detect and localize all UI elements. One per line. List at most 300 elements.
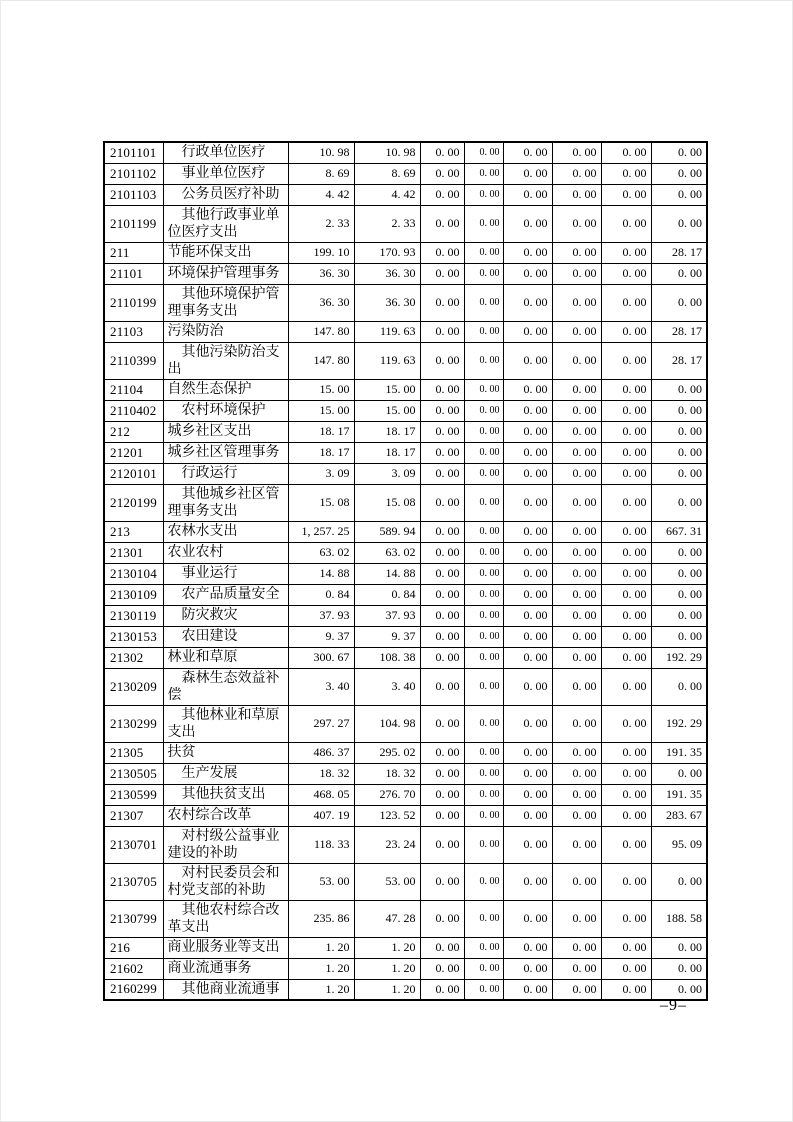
- code-cell: 2120101: [104, 463, 163, 484]
- budget-table-body: [104, 142, 707, 1000]
- amount-cell: 0. 00: [464, 442, 503, 463]
- amount-cell: 0. 00: [503, 242, 552, 263]
- amount-cell: 37. 93: [288, 605, 354, 626]
- amount-cell: 0. 00: [552, 626, 601, 647]
- table-row: [104, 937, 707, 958]
- amount-cell: 0. 00: [552, 421, 601, 442]
- amount-cell: 0. 00: [464, 863, 503, 900]
- item-name-cell: 行政单位医疗: [163, 142, 288, 163]
- code-cell: 2130104: [104, 563, 163, 584]
- amount-cell: 0. 00: [420, 826, 464, 863]
- amount-cell: 589. 94: [354, 521, 420, 542]
- amount-cell: 0. 00: [552, 442, 601, 463]
- amount-cell: 36. 30: [354, 263, 420, 284]
- item-name-cell: 农村环境保护: [163, 400, 288, 421]
- table-row: [104, 742, 707, 763]
- amount-cell: 0. 00: [464, 584, 503, 605]
- amount-cell: 53. 00: [354, 863, 420, 900]
- table-row: [104, 463, 707, 484]
- amount-cell: 0. 00: [420, 442, 464, 463]
- amount-cell: 0. 00: [464, 763, 503, 784]
- amount-cell: 0. 00: [503, 142, 552, 163]
- code-cell: 2101199: [104, 205, 163, 242]
- amount-cell: 0. 00: [503, 321, 552, 342]
- item-name-cell: 事业运行: [163, 563, 288, 584]
- table-row: [104, 605, 707, 626]
- item-name-cell: 事业单位医疗: [163, 163, 288, 184]
- item-name-cell: 扶贫: [163, 742, 288, 763]
- amount-cell: 0. 00: [552, 142, 601, 163]
- amount-cell: 28. 17: [651, 342, 707, 379]
- amount-cell: 0. 00: [651, 484, 707, 521]
- amount-cell: 407. 19: [288, 805, 354, 826]
- amount-cell: 192. 29: [651, 647, 707, 668]
- amount-cell: 18. 17: [288, 442, 354, 463]
- amount-cell: 119. 63: [354, 342, 420, 379]
- amount-cell: 15. 08: [354, 484, 420, 521]
- amount-cell: 0. 00: [464, 400, 503, 421]
- amount-cell: 0. 00: [552, 184, 601, 205]
- amount-cell: 15. 00: [288, 400, 354, 421]
- amount-cell: 0. 00: [420, 647, 464, 668]
- amount-cell: 0. 00: [552, 542, 601, 563]
- amount-cell: 37. 93: [354, 605, 420, 626]
- amount-cell: 667. 31: [651, 521, 707, 542]
- amount-cell: 53. 00: [288, 863, 354, 900]
- amount-cell: 36. 30: [288, 263, 354, 284]
- item-name-cell: 对村民委员会和村党支部的补助: [163, 863, 288, 900]
- amount-cell: 9. 37: [354, 626, 420, 647]
- table-row: [104, 805, 707, 826]
- amount-cell: 0. 00: [651, 142, 707, 163]
- amount-cell: 4. 42: [288, 184, 354, 205]
- amount-cell: 3. 09: [354, 463, 420, 484]
- code-cell: 2130505: [104, 763, 163, 784]
- amount-cell: 18. 17: [354, 442, 420, 463]
- amount-cell: 0. 00: [420, 705, 464, 742]
- table-row: [104, 184, 707, 205]
- amount-cell: 0. 00: [552, 979, 601, 1000]
- amount-cell: 0. 00: [651, 442, 707, 463]
- amount-cell: 0. 00: [464, 521, 503, 542]
- amount-cell: 8. 69: [288, 163, 354, 184]
- item-name-cell: 其他环境保护管理事务支出: [163, 284, 288, 321]
- amount-cell: 3. 40: [288, 668, 354, 705]
- amount-cell: 18. 32: [288, 763, 354, 784]
- amount-cell: 0. 00: [420, 400, 464, 421]
- amount-cell: 0. 00: [651, 379, 707, 400]
- amount-cell: 0. 00: [503, 626, 552, 647]
- amount-cell: 0. 00: [420, 784, 464, 805]
- amount-cell: 0. 00: [503, 421, 552, 442]
- amount-cell: 0. 00: [651, 979, 707, 1000]
- amount-cell: 0. 00: [420, 379, 464, 400]
- amount-cell: 14. 88: [354, 563, 420, 584]
- amount-cell: 0. 00: [552, 521, 601, 542]
- code-cell: 21307: [104, 805, 163, 826]
- page-number: –9–: [660, 997, 687, 1014]
- amount-cell: 0. 00: [552, 784, 601, 805]
- table-row: [104, 626, 707, 647]
- amount-cell: 0. 00: [503, 647, 552, 668]
- amount-cell: 0. 00: [464, 184, 503, 205]
- table-row: [104, 400, 707, 421]
- table-row: [104, 284, 707, 321]
- table-row: [104, 379, 707, 400]
- amount-cell: 0. 00: [552, 705, 601, 742]
- budget-expenditure-table: [103, 141, 708, 1001]
- amount-cell: 0. 00: [503, 979, 552, 1000]
- amount-cell: 0. 00: [503, 826, 552, 863]
- amount-cell: 0. 00: [601, 668, 651, 705]
- code-cell: 21302: [104, 647, 163, 668]
- item-name-cell: 商业流通事务: [163, 958, 288, 979]
- amount-cell: 36. 30: [288, 284, 354, 321]
- amount-cell: 0. 00: [552, 900, 601, 937]
- amount-cell: 123. 52: [354, 805, 420, 826]
- item-name-cell: 农业农村: [163, 542, 288, 563]
- amount-cell: 0. 00: [601, 263, 651, 284]
- amount-cell: 0. 00: [552, 205, 601, 242]
- item-name-cell: 节能环保支出: [163, 242, 288, 263]
- table-row: [104, 421, 707, 442]
- table-row: [104, 263, 707, 284]
- amount-cell: 0. 00: [464, 937, 503, 958]
- code-cell: 212: [104, 421, 163, 442]
- code-cell: 211: [104, 242, 163, 263]
- amount-cell: 0. 00: [464, 321, 503, 342]
- amount-cell: 0. 00: [420, 242, 464, 263]
- code-cell: 21101: [104, 263, 163, 284]
- amount-cell: 0. 00: [601, 242, 651, 263]
- code-cell: 216: [104, 937, 163, 958]
- amount-cell: 3. 09: [288, 463, 354, 484]
- amount-cell: 0. 00: [552, 863, 601, 900]
- amount-cell: 0. 00: [420, 863, 464, 900]
- amount-cell: 0. 00: [651, 605, 707, 626]
- item-name-cell: 农林水支出: [163, 521, 288, 542]
- amount-cell: 0. 00: [503, 742, 552, 763]
- amount-cell: 0. 00: [420, 284, 464, 321]
- item-name-cell: 生产发展: [163, 763, 288, 784]
- amount-cell: 118. 33: [288, 826, 354, 863]
- amount-cell: 0. 00: [420, 463, 464, 484]
- amount-cell: 23. 24: [354, 826, 420, 863]
- table-row: [104, 668, 707, 705]
- amount-cell: 0. 00: [420, 805, 464, 826]
- amount-cell: 1. 20: [288, 979, 354, 1000]
- item-name-cell: 其他扶贫支出: [163, 784, 288, 805]
- amount-cell: 1. 20: [288, 937, 354, 958]
- amount-cell: 0. 00: [503, 784, 552, 805]
- amount-cell: 276. 70: [354, 784, 420, 805]
- amount-cell: 192. 29: [651, 705, 707, 742]
- amount-cell: 28. 17: [651, 321, 707, 342]
- amount-cell: 1. 20: [354, 979, 420, 1000]
- amount-cell: 28. 17: [651, 242, 707, 263]
- amount-cell: 0. 00: [651, 463, 707, 484]
- amount-cell: 0. 00: [503, 205, 552, 242]
- amount-cell: 0. 00: [464, 484, 503, 521]
- amount-cell: 0. 00: [464, 784, 503, 805]
- amount-cell: 0. 00: [420, 484, 464, 521]
- code-cell: 21301: [104, 542, 163, 563]
- amount-cell: 0. 00: [503, 763, 552, 784]
- amount-cell: 0. 00: [503, 863, 552, 900]
- table-row: [104, 542, 707, 563]
- amount-cell: 191. 35: [651, 784, 707, 805]
- item-name-cell: 商业服务业等支出: [163, 937, 288, 958]
- amount-cell: 0. 00: [464, 463, 503, 484]
- amount-cell: 0. 00: [464, 142, 503, 163]
- amount-cell: 3. 40: [354, 668, 420, 705]
- amount-cell: 1, 257. 25: [288, 521, 354, 542]
- amount-cell: 0. 00: [601, 605, 651, 626]
- amount-cell: 0. 00: [503, 379, 552, 400]
- amount-cell: 0. 00: [464, 242, 503, 263]
- amount-cell: 0. 00: [464, 900, 503, 937]
- item-name-cell: 其他林业和草原支出: [163, 705, 288, 742]
- amount-cell: 1. 20: [288, 958, 354, 979]
- amount-cell: 4. 42: [354, 184, 420, 205]
- amount-cell: 0. 00: [552, 805, 601, 826]
- table-row: [104, 163, 707, 184]
- amount-cell: 0. 00: [601, 321, 651, 342]
- amount-cell: 119. 63: [354, 321, 420, 342]
- amount-cell: 0. 00: [464, 626, 503, 647]
- amount-cell: 0. 00: [601, 784, 651, 805]
- amount-cell: 0. 00: [464, 647, 503, 668]
- amount-cell: 0. 00: [420, 626, 464, 647]
- amount-cell: 0. 00: [420, 605, 464, 626]
- table-row: [104, 484, 707, 521]
- amount-cell: 0. 00: [601, 979, 651, 1000]
- amount-cell: 0. 00: [651, 421, 707, 442]
- code-cell: 21103: [104, 321, 163, 342]
- table-row: [104, 442, 707, 463]
- amount-cell: 0. 00: [552, 163, 601, 184]
- amount-cell: 47. 28: [354, 900, 420, 937]
- amount-cell: 15. 00: [354, 379, 420, 400]
- amount-cell: 0. 00: [503, 442, 552, 463]
- amount-cell: 0. 00: [464, 342, 503, 379]
- code-cell: 2130109: [104, 584, 163, 605]
- table-row: [104, 958, 707, 979]
- code-cell: 2101103: [104, 184, 163, 205]
- table-row: [104, 584, 707, 605]
- amount-cell: 300. 67: [288, 647, 354, 668]
- amount-cell: 0. 00: [601, 342, 651, 379]
- amount-cell: 0. 00: [601, 705, 651, 742]
- item-name-cell: 森林生态效益补偿: [163, 668, 288, 705]
- amount-cell: 0. 00: [420, 742, 464, 763]
- item-name-cell: 其他城乡社区管理事务支出: [163, 484, 288, 521]
- amount-cell: 0. 00: [651, 184, 707, 205]
- amount-cell: 2. 33: [354, 205, 420, 242]
- amount-cell: 0. 00: [601, 400, 651, 421]
- item-name-cell: 环境保护管理事务: [163, 263, 288, 284]
- amount-cell: 0. 00: [464, 421, 503, 442]
- amount-cell: 0. 00: [503, 163, 552, 184]
- item-name-cell: 农田建设: [163, 626, 288, 647]
- amount-cell: 104. 98: [354, 705, 420, 742]
- amount-cell: 0. 00: [651, 584, 707, 605]
- amount-cell: 170. 93: [354, 242, 420, 263]
- item-name-cell: 自然生态保护: [163, 379, 288, 400]
- table-row: [104, 321, 707, 342]
- amount-cell: 0. 00: [552, 563, 601, 584]
- amount-cell: 0. 00: [420, 205, 464, 242]
- amount-cell: 8. 69: [354, 163, 420, 184]
- amount-cell: 0. 00: [420, 321, 464, 342]
- amount-cell: 0. 00: [420, 163, 464, 184]
- item-name-cell: 农产品质量安全: [163, 584, 288, 605]
- item-name-cell: 防灾救灾: [163, 605, 288, 626]
- amount-cell: 0. 00: [420, 421, 464, 442]
- code-cell: 2101101: [104, 142, 163, 163]
- amount-cell: 0. 00: [420, 263, 464, 284]
- amount-cell: 0. 00: [552, 379, 601, 400]
- amount-cell: 0. 00: [552, 937, 601, 958]
- amount-cell: 283. 67: [651, 805, 707, 826]
- amount-cell: 0. 00: [651, 563, 707, 584]
- code-cell: 2130799: [104, 900, 163, 937]
- code-cell: 2160299: [104, 979, 163, 1000]
- item-name-cell: 其他农村综合改革支出: [163, 900, 288, 937]
- amount-cell: 0. 00: [601, 463, 651, 484]
- amount-cell: 0. 00: [601, 421, 651, 442]
- code-cell: 2110199: [104, 284, 163, 321]
- amount-cell: 0. 00: [601, 163, 651, 184]
- table-row: [104, 521, 707, 542]
- item-name-cell: 其他商业流通事: [163, 979, 288, 1000]
- amount-cell: 0. 00: [503, 563, 552, 584]
- amount-cell: 0. 00: [601, 184, 651, 205]
- amount-cell: 0. 00: [503, 400, 552, 421]
- amount-cell: 0. 00: [503, 284, 552, 321]
- item-name-cell: 其他污染防治支出: [163, 342, 288, 379]
- amount-cell: 0. 00: [601, 521, 651, 542]
- amount-cell: 0. 00: [651, 205, 707, 242]
- item-name-cell: 农村综合改革: [163, 805, 288, 826]
- amount-cell: 0. 00: [464, 958, 503, 979]
- amount-cell: 0. 00: [420, 521, 464, 542]
- amount-cell: 0. 00: [464, 563, 503, 584]
- table-row: [104, 763, 707, 784]
- amount-cell: 468. 05: [288, 784, 354, 805]
- amount-cell: 0. 00: [552, 668, 601, 705]
- amount-cell: 0. 00: [420, 937, 464, 958]
- amount-cell: 0. 00: [601, 626, 651, 647]
- amount-cell: 0. 00: [503, 584, 552, 605]
- table-row: [104, 900, 707, 937]
- amount-cell: 0. 00: [503, 184, 552, 205]
- amount-cell: 0. 00: [651, 863, 707, 900]
- amount-cell: 0. 84: [354, 584, 420, 605]
- amount-cell: 0. 00: [420, 958, 464, 979]
- amount-cell: 0. 00: [464, 705, 503, 742]
- amount-cell: 0. 00: [651, 626, 707, 647]
- amount-cell: 0. 00: [552, 605, 601, 626]
- amount-cell: 0. 00: [601, 742, 651, 763]
- amount-cell: 0. 00: [503, 900, 552, 937]
- amount-cell: 0. 00: [420, 584, 464, 605]
- amount-cell: 147. 80: [288, 321, 354, 342]
- table-row: [104, 979, 707, 1000]
- amount-cell: 0. 00: [552, 242, 601, 263]
- code-cell: 21305: [104, 742, 163, 763]
- item-name-cell: 行政运行: [163, 463, 288, 484]
- code-cell: 2130119: [104, 605, 163, 626]
- amount-cell: 9. 37: [288, 626, 354, 647]
- amount-cell: 1. 20: [354, 937, 420, 958]
- amount-cell: 0. 00: [601, 442, 651, 463]
- item-name-cell: 其他行政事业单位医疗支出: [163, 205, 288, 242]
- amount-cell: 0. 00: [420, 342, 464, 379]
- amount-cell: 0. 00: [464, 979, 503, 1000]
- amount-cell: 0. 00: [464, 379, 503, 400]
- item-name-cell: 城乡社区支出: [163, 421, 288, 442]
- amount-cell: 0. 00: [464, 826, 503, 863]
- amount-cell: 0. 00: [552, 400, 601, 421]
- code-cell: 21104: [104, 379, 163, 400]
- amount-cell: 108. 38: [354, 647, 420, 668]
- amount-cell: 0. 00: [601, 805, 651, 826]
- amount-cell: 199. 10: [288, 242, 354, 263]
- amount-cell: 36. 30: [354, 284, 420, 321]
- amount-cell: 95. 09: [651, 826, 707, 863]
- amount-cell: 0. 00: [420, 542, 464, 563]
- amount-cell: 0. 00: [503, 463, 552, 484]
- amount-cell: 0. 00: [601, 763, 651, 784]
- code-cell: 2110402: [104, 400, 163, 421]
- amount-cell: 15. 00: [288, 379, 354, 400]
- amount-cell: 0. 00: [552, 958, 601, 979]
- amount-cell: 0. 00: [420, 668, 464, 705]
- amount-cell: 0. 00: [503, 263, 552, 284]
- amount-cell: 63. 02: [288, 542, 354, 563]
- amount-cell: 0. 00: [651, 263, 707, 284]
- amount-cell: 0. 00: [601, 826, 651, 863]
- amount-cell: 0. 00: [464, 284, 503, 321]
- table-row: [104, 563, 707, 584]
- amount-cell: 0. 00: [651, 958, 707, 979]
- code-cell: 21602: [104, 958, 163, 979]
- amount-cell: 0. 00: [464, 163, 503, 184]
- amount-cell: 10. 98: [354, 142, 420, 163]
- amount-cell: 0. 00: [601, 284, 651, 321]
- amount-cell: 18. 32: [354, 763, 420, 784]
- amount-cell: 0. 84: [288, 584, 354, 605]
- table-row: [104, 863, 707, 900]
- code-cell: 21201: [104, 442, 163, 463]
- code-cell: 2130209: [104, 668, 163, 705]
- amount-cell: 0. 00: [552, 484, 601, 521]
- amount-cell: 0. 00: [464, 742, 503, 763]
- amount-cell: 0. 00: [503, 605, 552, 626]
- item-name-cell: 公务员医疗补助: [163, 184, 288, 205]
- amount-cell: 0. 00: [601, 900, 651, 937]
- code-cell: 2130299: [104, 705, 163, 742]
- amount-cell: 0. 00: [420, 900, 464, 937]
- amount-cell: 0. 00: [651, 284, 707, 321]
- code-cell: 213: [104, 521, 163, 542]
- amount-cell: 188. 58: [651, 900, 707, 937]
- amount-cell: 0. 00: [503, 342, 552, 379]
- amount-cell: 0. 00: [552, 342, 601, 379]
- amount-cell: 486. 37: [288, 742, 354, 763]
- amount-cell: 18. 17: [354, 421, 420, 442]
